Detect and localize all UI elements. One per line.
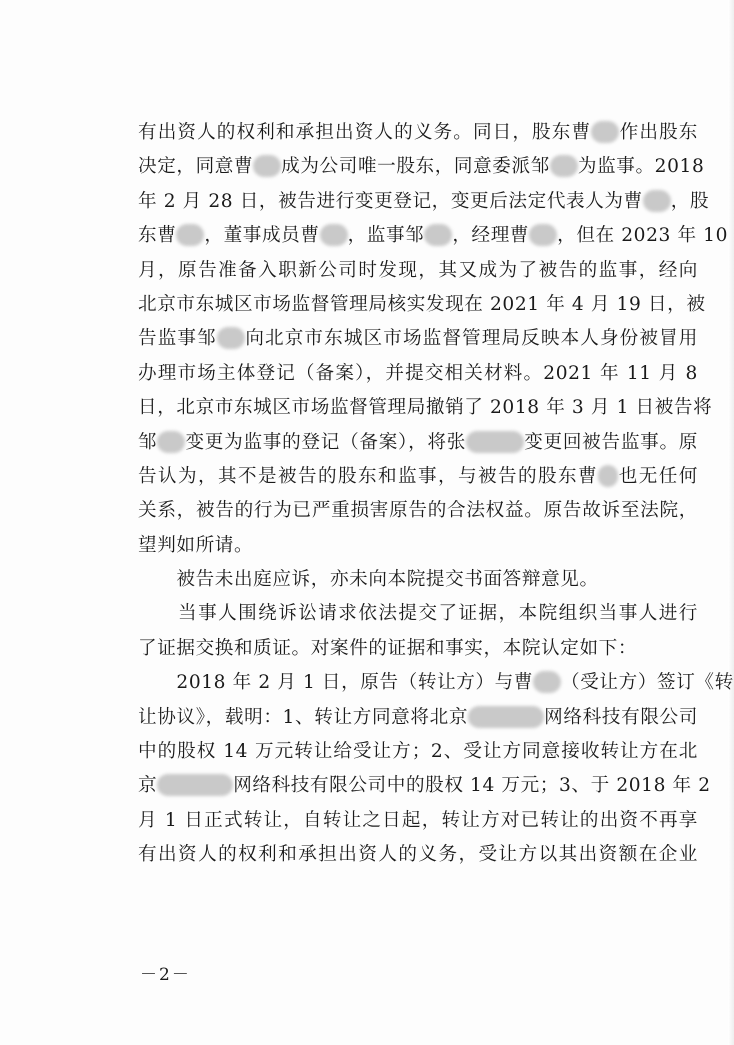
text-line: [138, 254, 698, 288]
text-line: [138, 219, 729, 253]
text-line: [138, 426, 698, 460]
redacted-name: [253, 155, 281, 177]
redacted-name: [591, 121, 619, 143]
text-segment: 也无任何: [618, 465, 698, 487]
text-segment: 北京市东城区市场监督管理局核实发现在 2021 年 4 月 19 日，被: [138, 293, 706, 315]
text-segment: 月，原告准备入职新公司时发现，其又成为了被告的监事，经向: [138, 259, 698, 281]
text-segment: ，股: [670, 190, 710, 212]
text-segment: 作出股东: [619, 122, 698, 143]
text-segment: 月 1 日正式转让，自转让之日起，转让方对已转让的出资不再享: [138, 809, 698, 831]
text-segment: 有出资人的权利和承担出资人的义务。同日，股东曹: [138, 122, 592, 143]
text-segment: 让协议》，载明：1、转让方同意将北京: [138, 706, 469, 728]
redacted-name: [176, 224, 204, 246]
text-segment: ，监事邹: [347, 225, 425, 247]
text-segment: 关系，被告的行为已严重损害原告的合法权益。原告故诉至法院，: [138, 500, 698, 522]
text-line: [138, 666, 734, 700]
text-segment: 网络科技有限公司: [544, 706, 698, 728]
redacted-company-name: [157, 774, 233, 796]
text-segment: 2018 年 2 月 1 日，原告（转让方）与曹: [138, 672, 534, 694]
redacted-name: [466, 431, 524, 453]
redacted-name: [157, 431, 185, 453]
redacted-name: [320, 224, 348, 246]
text-segment: 办理市场主体登记（备案），并提交相关材料。2021 年 11 月 8: [138, 362, 698, 384]
text-segment: 京: [138, 775, 158, 797]
text-segment: 有出资人的权利和承担出资人的义务，受让方以其出资额在企业: [138, 844, 698, 866]
text-line: [138, 150, 705, 184]
judgment-body-text: [138, 116, 734, 873]
text-line: [138, 116, 698, 150]
text-segment: 东曹: [138, 225, 177, 247]
text-segment: 日，北京市东城区市场监督管理局撤销了 2018 年 3 月 1 日被告将: [138, 397, 713, 419]
text-line: [138, 735, 698, 769]
text-segment: （受让方）签订《转: [561, 672, 734, 694]
text-segment: 告监事邹: [138, 328, 217, 350]
redacted-company-name: [468, 706, 544, 728]
text-segment: 告认为，其不是被告的股东和监事，与被告的股东曹: [138, 465, 598, 487]
text-segment: 成为公司唯一股东，同意委派邹: [281, 156, 550, 178]
text-line: [138, 494, 698, 528]
text-segment: 变更为监事的登记（备案），将张: [185, 431, 467, 453]
text-line: [138, 529, 698, 563]
text-line: [138, 701, 698, 735]
redacted-name: [529, 224, 557, 246]
text-line: [138, 288, 706, 322]
text-line: [138, 357, 698, 391]
text-line: [138, 632, 698, 666]
redacted-name: [424, 224, 452, 246]
redacted-name: [598, 465, 618, 487]
text-line: [138, 804, 698, 838]
text-segment: 网络科技有限公司中的股权 14 万元；3、于 2018 年 2: [233, 775, 711, 797]
text-line: [138, 597, 698, 631]
text-segment: 当事人围绕诉讼请求依法提交了证据，本院组织当事人进行: [138, 603, 698, 625]
text-segment: ，但在 2023 年 10: [557, 225, 729, 247]
text-segment: ，董事成员曹: [204, 225, 320, 247]
text-line: [138, 838, 698, 872]
redacted-name: [550, 155, 578, 177]
text-segment: 向北京市东城区市场监督管理局反映本人身份被冒用: [244, 328, 698, 350]
text-segment: 决定，同意曹: [138, 156, 254, 178]
text-segment: 邹: [138, 431, 158, 453]
text-segment: 年 2 月 28 日，被告进行变更登记，变更后法定代表人为曹: [138, 190, 643, 212]
text-line: [138, 391, 713, 425]
text-segment: 望判如所请。: [138, 534, 254, 556]
text-segment: 被告未出庭应诉，亦未向本院提交书面答辩意见。: [138, 569, 599, 591]
text-line: [138, 322, 698, 356]
redacted-name: [643, 190, 671, 212]
redacted-name: [217, 327, 245, 349]
text-segment: 中的股权 14 万元转让给受让方；2、受让方同意接收转让方在北: [138, 741, 698, 763]
text-line: [138, 185, 710, 219]
text-segment: 变更回被告监事。原: [524, 431, 698, 453]
text-line: [138, 460, 698, 494]
text-line: [138, 769, 711, 803]
text-segment: 了证据交换和质证。对案件的证据和事实，本院认定如下：: [138, 637, 638, 659]
text-segment: ，经理曹: [452, 225, 530, 247]
redacted-name: [533, 671, 561, 693]
scan-edge-shadow: [728, 0, 734, 1045]
text-line: [138, 563, 698, 597]
page-number: －2－: [140, 965, 191, 985]
text-segment: 为监事。2018: [577, 156, 705, 178]
